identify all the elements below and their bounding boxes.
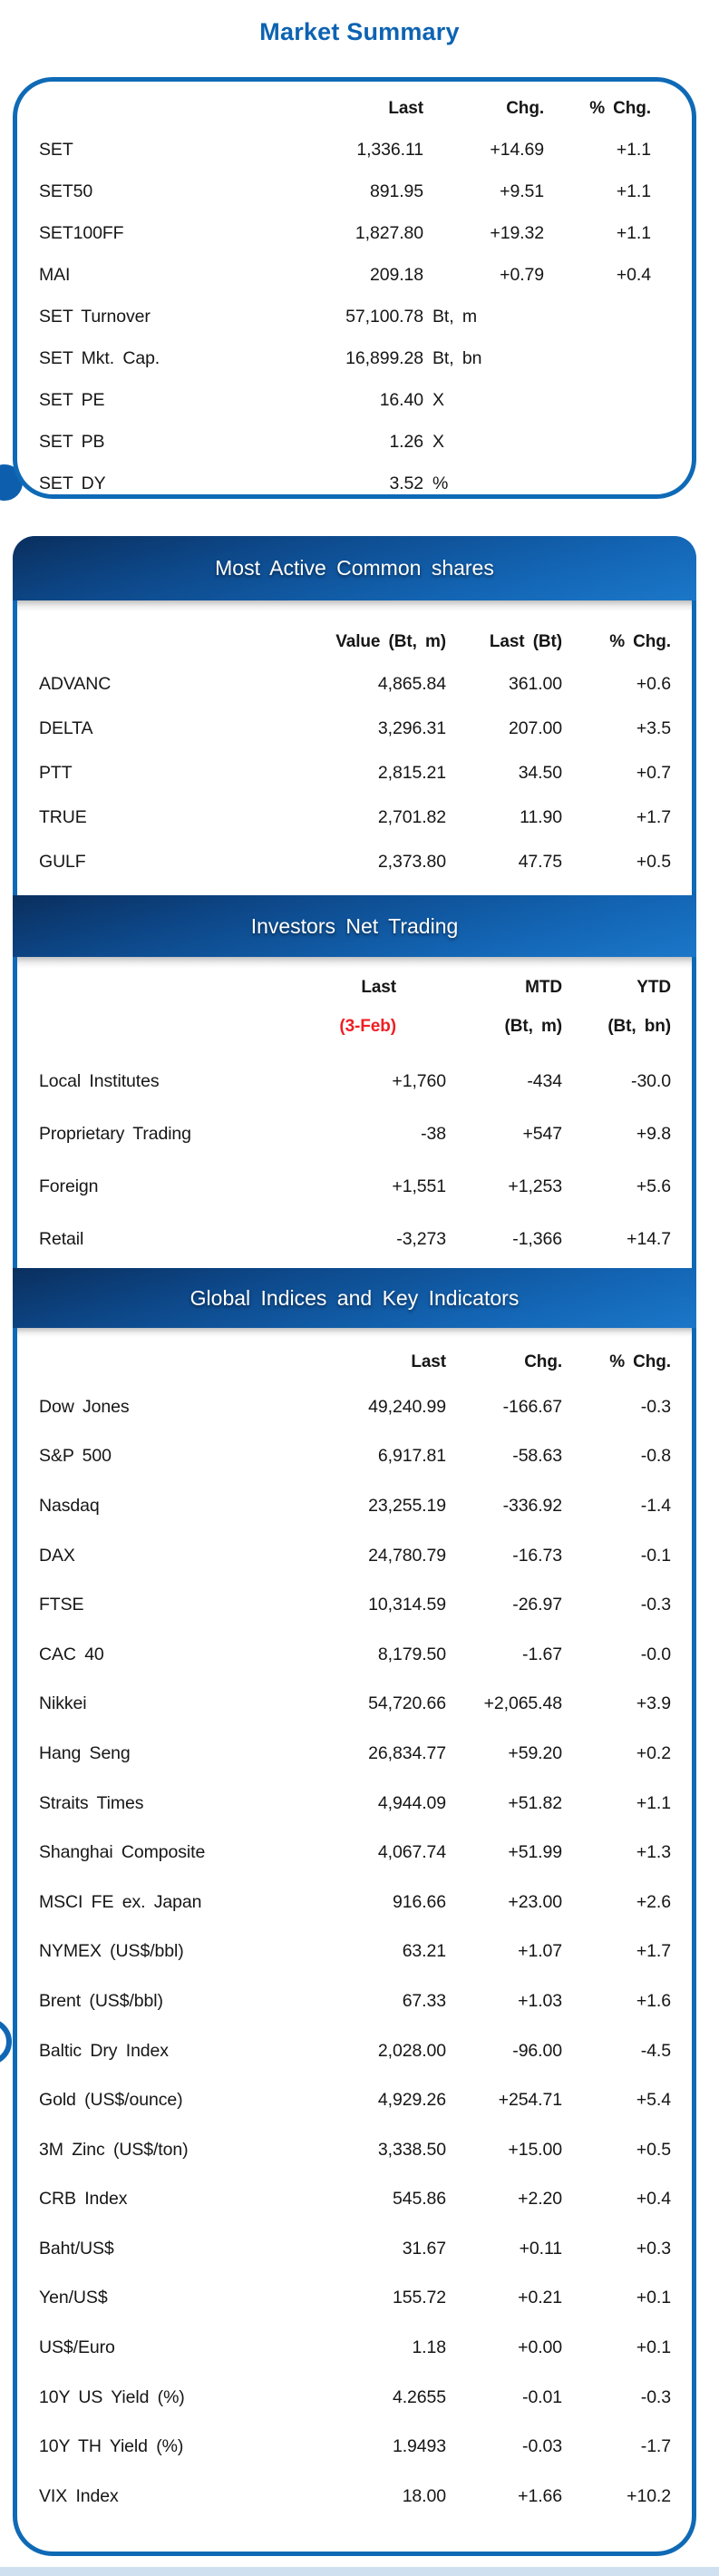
table-row	[17, 751, 692, 795]
cell-ytd: +9.8	[636, 1123, 671, 1144]
cell-last: 57,100.78	[345, 306, 423, 327]
cell-pct: -1.4	[640, 1495, 671, 1516]
table-row	[17, 2274, 692, 2324]
column-header-chg: Chg.	[506, 99, 544, 118]
row-label: MAI	[39, 264, 71, 285]
cell-value: 2,701.82	[377, 807, 446, 827]
column-header-chg: Chg.	[524, 1352, 562, 1371]
cell-chg: +51.82	[508, 1792, 562, 1813]
cell-chg: +15.00	[508, 2139, 562, 2160]
cell-pct: +0.6	[636, 674, 671, 694]
row-label: Straits Times	[39, 1792, 144, 1813]
row-label: DAX	[39, 1545, 75, 1566]
table-row	[17, 2472, 692, 2522]
column-header-value: Value (Bt, m)	[335, 632, 446, 651]
column-header-pct-chg: % Chg.	[589, 99, 651, 118]
table-row	[17, 1432, 692, 1482]
row-label: Shanghai Composite	[39, 1842, 206, 1863]
cell-chg: +19.32	[490, 222, 544, 243]
table-header-row	[17, 1342, 692, 1382]
table-row	[17, 2175, 692, 2225]
most-active-rows	[17, 662, 692, 884]
row-label: SET Mkt. Cap.	[39, 347, 160, 368]
row-label: SET Turnover	[39, 306, 151, 327]
cell-last: 67.33	[402, 1990, 446, 2011]
section-title: Global Indices and Key Indicators	[189, 1285, 520, 1310]
cell-last: 16,899.28	[345, 347, 423, 368]
band-shadow	[17, 957, 692, 968]
column-header-pct-chg: % Chg.	[609, 632, 671, 651]
cell-pct: -0.3	[640, 1396, 671, 1417]
left-edge-ring-decoration	[0, 2018, 12, 2065]
table-row	[17, 2075, 692, 2125]
cell-ytd: +14.7	[627, 1228, 671, 1249]
row-label: Baht/US$	[39, 2238, 114, 2259]
cell-unit: X	[432, 389, 444, 410]
table-row	[17, 840, 692, 884]
cell-pct: +1.1	[636, 1792, 671, 1813]
cell-pct: +3.5	[636, 718, 671, 738]
subheader-date: (3-Feb)	[339, 1016, 396, 1036]
cell-chg: +2.20	[518, 2189, 562, 2210]
row-label: MSCI FE ex. Japan	[39, 1891, 202, 1912]
row-label: Proprietary Trading	[39, 1123, 191, 1144]
row-label: SET50	[39, 181, 93, 201]
page-title: Market Summary	[259, 18, 460, 45]
row-label: Yen/US$	[39, 2288, 108, 2308]
cell-value: 4,865.84	[377, 674, 446, 694]
column-header-last: Last	[411, 1352, 446, 1371]
cell-pct: +0.5	[636, 852, 671, 872]
cell-last: 207.00	[508, 718, 562, 738]
cell-chg: +1.03	[518, 1990, 562, 2011]
table-row	[17, 1213, 692, 1265]
row-label: ADVANC	[39, 674, 112, 694]
cell-last: 6,917.81	[377, 1446, 446, 1467]
cell-last: 4,944.09	[377, 1792, 446, 1813]
table-row	[17, 463, 692, 504]
row-label: Hang Seng	[39, 1742, 131, 1763]
cell-last: 47.75	[518, 852, 562, 872]
table-row	[17, 1160, 692, 1213]
cell-pct: +10.2	[627, 2485, 671, 2506]
cell-pct: +0.1	[636, 2337, 671, 2358]
row-label: Foreign	[39, 1176, 99, 1196]
cell-pct: +1.7	[636, 1941, 671, 1962]
cell-chg: -0.01	[522, 2386, 562, 2407]
cell-pct: +1.7	[636, 807, 671, 827]
cell-last: +1,551	[392, 1176, 446, 1196]
set-summary-rows	[17, 129, 692, 504]
cell-last: 63.21	[402, 1941, 446, 1962]
cell-last: 54,720.66	[368, 1693, 446, 1714]
cell-last: 1.26	[389, 431, 423, 452]
cell-value: 2,815.21	[377, 763, 446, 783]
table-row	[17, 662, 692, 707]
table-row	[17, 1976, 692, 2026]
table-row	[17, 1680, 692, 1730]
investors-section	[17, 968, 692, 1265]
cell-mtd: -434	[527, 1070, 562, 1091]
cell-chg: +254.71	[498, 2090, 562, 2111]
cell-chg: +0.21	[518, 2288, 562, 2308]
cell-last: 3.52	[389, 473, 423, 493]
column-header-mtd: MTD	[525, 977, 562, 997]
cell-pct: -0.3	[640, 2386, 671, 2407]
cell-chg: +59.20	[508, 1742, 562, 1763]
table-row	[17, 212, 692, 254]
cell-pct: +0.1	[636, 2288, 671, 2308]
cell-last: 18.00	[402, 2485, 446, 2506]
row-label: Nikkei	[39, 1693, 87, 1714]
row-label: 3M Zinc (US$/ton)	[39, 2139, 189, 2160]
cell-pct: -0.0	[640, 1644, 671, 1664]
band-shadow	[17, 1328, 692, 1337]
cell-unit: X	[432, 431, 444, 452]
cell-pct: +1.1	[616, 139, 651, 160]
global-indices-rows	[17, 1382, 692, 2522]
cell-value: 3,296.31	[377, 718, 446, 738]
column-header-pct-chg: % Chg.	[609, 1352, 671, 1371]
global-indices-section	[17, 1342, 692, 2522]
cell-last: 891.95	[369, 181, 423, 201]
table-row	[17, 795, 692, 840]
table-row	[17, 1729, 692, 1779]
cell-last: 545.86	[392, 2189, 446, 2210]
cell-value: 2,373.80	[377, 852, 446, 872]
row-label: PTT	[39, 763, 73, 783]
table-row	[17, 2373, 692, 2423]
table-row	[17, 379, 692, 421]
cell-chg: +1.07	[518, 1941, 562, 1962]
row-label: GULF	[39, 852, 86, 872]
cell-last: 916.66	[392, 1891, 446, 1912]
cell-pct: +1.6	[636, 1990, 671, 2011]
cell-chg: +23.00	[508, 1891, 562, 1912]
cell-chg: +0.00	[518, 2337, 562, 2358]
cell-mtd: +1,253	[508, 1176, 562, 1196]
cell-last: 49,240.99	[368, 1396, 446, 1417]
cell-last: 23,255.19	[368, 1495, 446, 1516]
table-header-row	[17, 968, 692, 1007]
row-label: SET DY	[39, 473, 106, 493]
row-label: 10Y US Yield (%)	[39, 2386, 185, 2407]
table-row	[17, 337, 692, 379]
cell-last: 26,834.77	[368, 1742, 446, 1763]
cell-pct: -0.8	[640, 1446, 671, 1467]
cell-last: 1,827.80	[355, 222, 423, 243]
table-row	[17, 296, 692, 337]
cell-pct: +3.9	[636, 1693, 671, 1714]
cell-unit: Bt, bn	[432, 347, 482, 368]
table-row	[17, 1481, 692, 1531]
table-row	[17, 1055, 692, 1107]
cell-last: 3,338.50	[377, 2139, 446, 2160]
cell-chg: -336.92	[502, 1495, 562, 1516]
cell-chg: -58.63	[512, 1446, 562, 1467]
table-row	[17, 2422, 692, 2472]
row-label: Nasdaq	[39, 1495, 100, 1516]
column-header-ytd: YTD	[636, 977, 671, 997]
table-header-row	[17, 89, 692, 129]
cell-unit: %	[432, 473, 449, 493]
row-label: SET	[39, 139, 73, 160]
row-label: CRB Index	[39, 2189, 128, 2210]
row-label: CAC 40	[39, 1644, 104, 1664]
cell-last: 4,929.26	[377, 2090, 446, 2111]
table-row	[17, 1878, 692, 1927]
table-row	[17, 421, 692, 463]
cell-last: 1,336.11	[356, 139, 423, 160]
column-header-last: Last	[361, 977, 396, 997]
cell-last: +1,760	[392, 1070, 446, 1091]
cell-last: 16.40	[379, 389, 423, 410]
cell-pct: +1.1	[616, 181, 651, 201]
cell-pct: +0.4	[636, 2189, 671, 2210]
band-shadow	[17, 600, 692, 611]
table-subheader-row	[17, 1007, 692, 1046]
cell-pct: +2.6	[636, 1891, 671, 1912]
table-row	[17, 1927, 692, 1977]
cell-last: 4,067.74	[377, 1842, 446, 1863]
row-label: Baltic Dry Index	[39, 2040, 169, 2061]
table-row	[17, 129, 692, 171]
cell-unit: Bt, m	[432, 306, 478, 327]
cell-last: -38	[421, 1123, 446, 1144]
cell-chg: +51.99	[508, 1842, 562, 1863]
row-label: Brent (US$/bbl)	[39, 1990, 163, 2011]
cell-pct: -0.3	[640, 1595, 671, 1615]
cell-chg: -0.03	[522, 2436, 562, 2457]
cell-last: 1.9493	[392, 2436, 446, 2457]
column-header-last: Last (Bt)	[489, 632, 562, 651]
cell-chg: -26.97	[512, 1595, 562, 1615]
cell-ytd: -30.0	[631, 1070, 671, 1091]
cell-pct: +0.2	[636, 1742, 671, 1763]
cell-last: 2,028.00	[377, 2040, 446, 2061]
table-row	[17, 1630, 692, 1680]
row-label: TRUE	[39, 807, 87, 827]
table-row	[17, 1382, 692, 1432]
row-label: SET PB	[39, 431, 105, 452]
cell-chg: -1.67	[522, 1644, 562, 1664]
cell-pct: +5.4	[636, 2090, 671, 2111]
row-label: 10Y TH Yield (%)	[39, 2436, 184, 2457]
cell-pct: -0.1	[640, 1545, 671, 1566]
row-label: Gold (US$/ounce)	[39, 2090, 183, 2111]
row-label: S&P 500	[39, 1446, 112, 1467]
row-label: FTSE	[39, 1595, 84, 1615]
cell-last: 10,314.59	[368, 1595, 446, 1615]
section-title: Most Active Common shares	[215, 556, 494, 580]
cell-last: 24,780.79	[368, 1545, 446, 1566]
table-row	[17, 254, 692, 296]
cell-chg: +2,065.48	[483, 1693, 562, 1714]
cell-chg: +14.69	[490, 139, 544, 160]
table-row	[17, 1828, 692, 1878]
cell-chg: +0.11	[519, 2238, 562, 2259]
row-label: Dow Jones	[39, 1396, 130, 1417]
row-label: US$/Euro	[39, 2337, 115, 2358]
set-summary-card	[13, 77, 696, 499]
table-row	[17, 707, 692, 751]
cell-pct: -1.7	[640, 2436, 671, 2457]
bottom-strip-decoration	[0, 2567, 719, 2576]
row-label: NYMEX (US$/bbl)	[39, 1941, 184, 1962]
cell-pct: +1.1	[616, 222, 651, 243]
cell-last: 11.90	[520, 807, 562, 827]
cell-chg: +1.66	[518, 2485, 562, 2506]
cell-ytd: +5.6	[636, 1176, 671, 1196]
cell-pct: -4.5	[640, 2040, 671, 2061]
column-header-last: Last	[388, 99, 423, 118]
most-active-section	[17, 622, 692, 884]
cell-mtd: -1,366	[512, 1228, 562, 1249]
cell-chg: -96.00	[512, 2040, 562, 2061]
cell-last: 31.67	[402, 2238, 446, 2259]
cell-last: 4.2655	[392, 2386, 446, 2407]
detail-card	[13, 536, 696, 2556]
table-row	[17, 1107, 692, 1160]
row-label: SET100FF	[39, 222, 124, 243]
row-label: Local Institutes	[39, 1070, 160, 1091]
cell-chg: -16.73	[512, 1545, 562, 1566]
cell-pct: +0.7	[636, 763, 671, 783]
global-indices-band	[13, 1268, 696, 1328]
cell-chg: +0.79	[500, 264, 544, 285]
subheader-mtd-unit: (Bt, m)	[504, 1016, 562, 1036]
table-header-row	[17, 622, 692, 662]
cell-pct: +1.3	[636, 1842, 671, 1863]
table-row	[17, 2125, 692, 2175]
table-row	[17, 2026, 692, 2076]
cell-last: 155.72	[392, 2288, 446, 2308]
section-title: Investors Net Trading	[250, 913, 459, 938]
investors-rows	[17, 1055, 692, 1265]
row-label: DELTA	[39, 718, 93, 738]
investors-band	[13, 895, 696, 957]
cell-pct: +0.3	[636, 2238, 671, 2259]
table-row	[17, 2224, 692, 2274]
cell-mtd: +547	[522, 1123, 562, 1144]
table-row	[17, 1580, 692, 1630]
subheader-ytd-unit: (Bt, bn)	[607, 1016, 671, 1036]
cell-last: 209.18	[369, 264, 423, 285]
cell-chg: +9.51	[500, 181, 544, 201]
cell-chg: -166.67	[502, 1396, 562, 1417]
table-row	[17, 1531, 692, 1581]
table-row	[17, 2323, 692, 2373]
cell-last: 361.00	[508, 674, 562, 694]
cell-last: 8,179.50	[377, 1644, 446, 1664]
most-active-band	[13, 536, 696, 600]
cell-pct: +0.4	[616, 264, 651, 285]
cell-last: -3,273	[396, 1228, 446, 1249]
row-label: SET PE	[39, 389, 105, 410]
cell-last: 34.50	[518, 763, 562, 783]
cell-pct: +0.5	[636, 2139, 671, 2160]
table-row	[17, 1779, 692, 1829]
cell-last: 1.18	[412, 2337, 446, 2358]
table-row	[17, 171, 692, 212]
row-label: VIX Index	[39, 2485, 119, 2506]
row-label: Retail	[39, 1228, 84, 1249]
